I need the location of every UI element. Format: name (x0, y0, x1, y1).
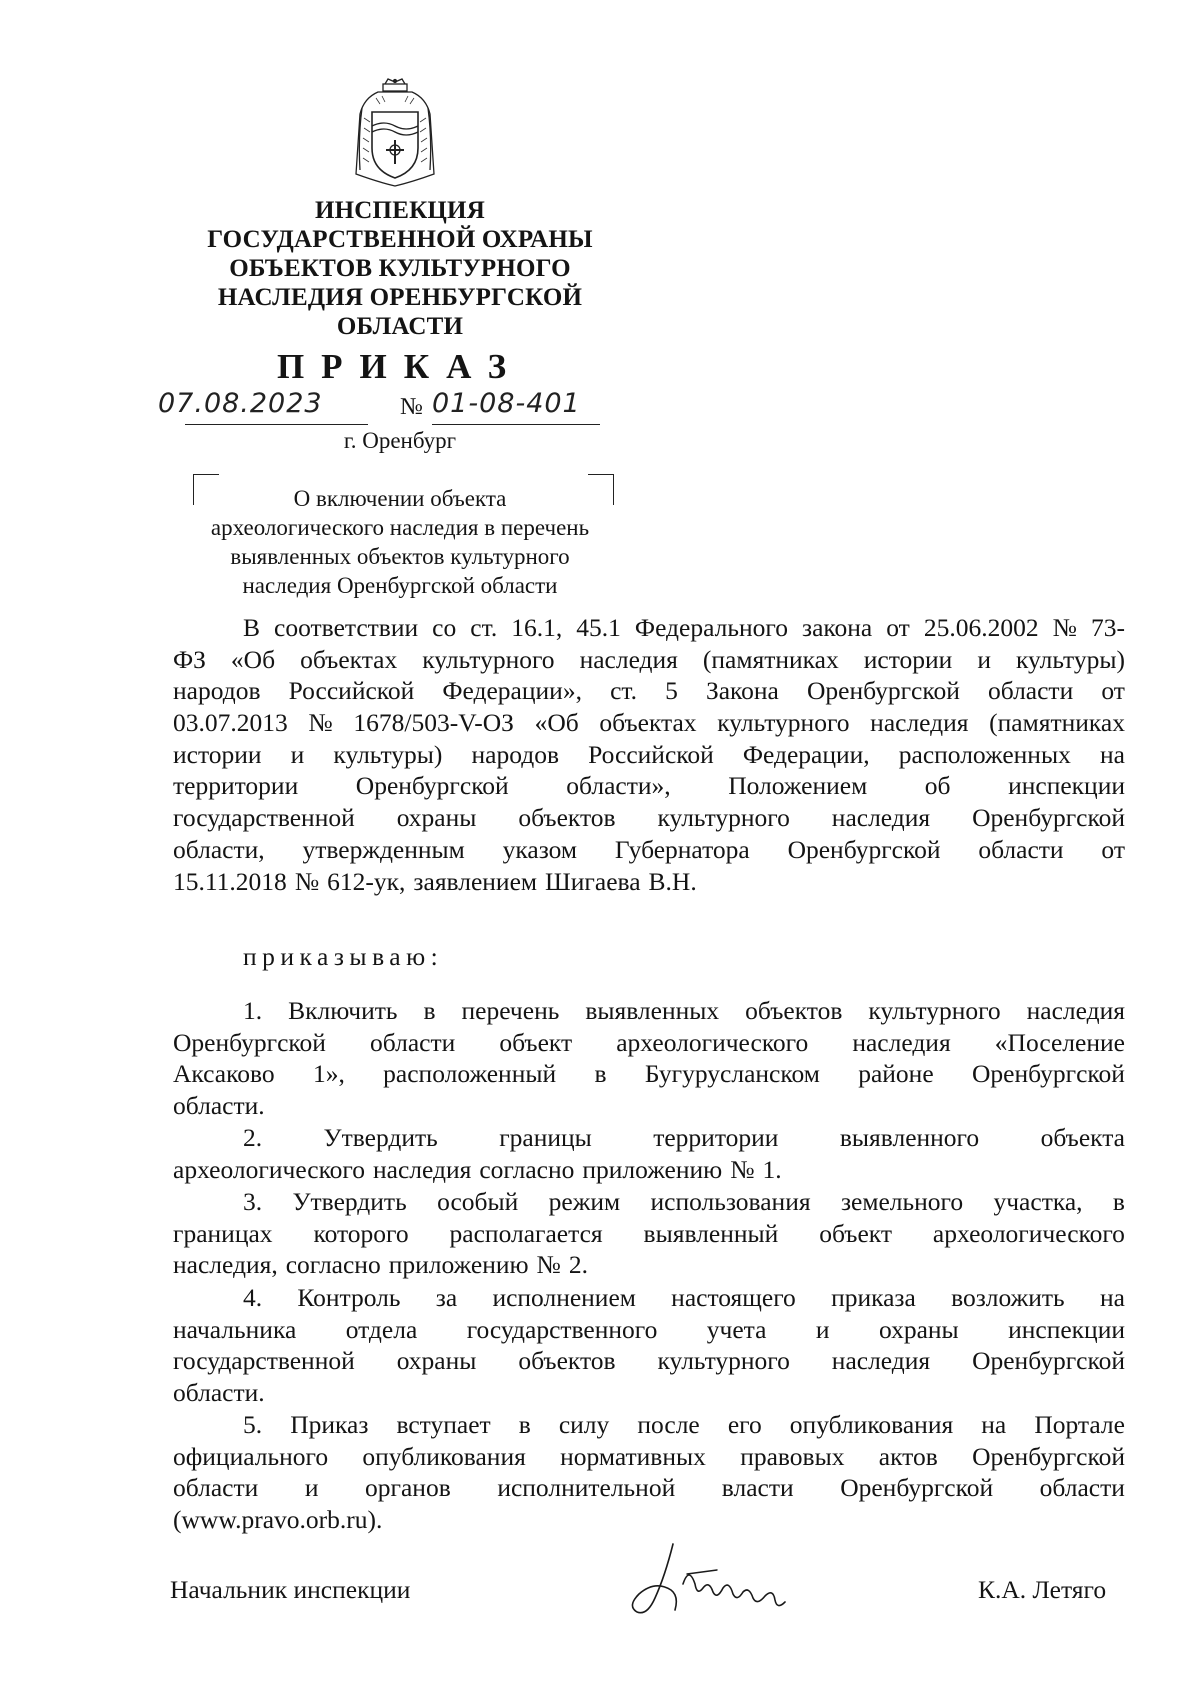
document-city: г. Оренбург (343, 428, 457, 453)
document-date: 07.08.2023 (158, 388, 323, 419)
text-line: 15.11.2018 № 612-ук, заявлением Шигаева В.Н. (173, 866, 697, 896)
subject-line: О включении объекта (293, 486, 507, 511)
text-line: 03.07.2013 № 1678/503-V-ОЗ «Об объектах культурного наследия (памятниках (173, 708, 1125, 738)
document-subject (190, 484, 610, 600)
text-line: государственной охраны объектов культурного наследия Оренбургской (173, 803, 1125, 833)
document-type: ПРИКАЗ (276, 347, 524, 386)
organization-name (180, 196, 620, 341)
handwritten-signature-icon (625, 1536, 805, 1626)
text-line: 5. Приказ вступает в силу после его опубликования на Портале (243, 1410, 1125, 1439)
text-line: народов Российской Федерации», ст. 5 Закона Оренбургской области от (173, 676, 1125, 706)
org-line: ОБЛАСТИ (336, 313, 464, 340)
text-line: Оренбургской области объект археологического наследия «Поселение (173, 1027, 1125, 1057)
text-line: 2. Утвердить границы территории выявленного объекта (243, 1123, 1125, 1152)
text-line: ФЗ «Об объектах культурного наследия (памятниках истории и культуры) (173, 644, 1125, 674)
org-line: ИНСПЕКЦИЯ (315, 197, 485, 224)
text-line: наследия, согласно приложению № 2. (173, 1250, 589, 1280)
signatory-title: Начальник инспекции (170, 1575, 411, 1604)
preamble-paragraph (173, 612, 1125, 897)
text-line: 1. Включить в перечень выявленных объектов культурного наследия (243, 996, 1125, 1025)
subject-line: выявленных объектов культурного (230, 544, 570, 569)
order-item-3 (173, 1186, 1125, 1281)
org-line: ОБЪЕКТОВ КУЛЬТУРНОГО (229, 255, 571, 282)
order-item-4 (173, 1282, 1125, 1409)
order-item-2 (173, 1122, 1125, 1185)
text-line: границах которого располагается выявленный объект археологического (173, 1218, 1125, 1248)
number-underline (432, 424, 600, 425)
text-line: области. (173, 1091, 265, 1121)
document-number: 01-08-401 (432, 388, 581, 419)
text-line: территории Оренбургской области», Положением об инспекции (173, 771, 1125, 801)
text-line: начальника отдела государственного учета и охраны инспекции (173, 1314, 1125, 1344)
text-line: Аксаково 1», расположенный в Бугурусланском районе Оренбургской (173, 1059, 1125, 1089)
subject-line: археологического наследия в перечень (210, 515, 590, 540)
text-line: области. (173, 1378, 265, 1408)
number-label: № (400, 394, 423, 420)
coat-of-arms-icon (348, 78, 442, 190)
subject-line: наследия Оренбургской области (242, 573, 558, 598)
text-line: области, утвержденным указом Губернатора Оренбургской области от (173, 834, 1125, 864)
text-line: официального опубликования нормативных правовых актов Оренбургской (173, 1441, 1125, 1471)
text-line: В соответствии со ст. 16.1, 45.1 Федерального закона от 25.06.2002 № 73- (243, 613, 1125, 642)
text-line: области и органов исполнительной власти Оренбургской области (173, 1473, 1125, 1503)
text-line: истории и культуры) народов Российской Федерации, расположенных на (173, 739, 1125, 769)
text-line: 3. Утвердить особый режим использования земельного участка, в (243, 1187, 1125, 1216)
text-line: государственной охраны объектов культурного наследия Оренбургской (173, 1346, 1125, 1376)
order-item-5 (173, 1409, 1125, 1536)
signatory-name: К.А. Летяго (978, 1575, 1107, 1604)
text-line: археологического наследия согласно приложению № 1. (173, 1154, 782, 1184)
order-word: приказываю: (243, 942, 444, 971)
text-line: 4. Контроль за исполнением настоящего приказа возложить на (243, 1283, 1125, 1312)
org-line: НАСЛЕДИЯ ОРЕНБУРГСКОЙ (217, 284, 583, 311)
text-line: (www.pravo.orb.ru). (173, 1505, 383, 1535)
order-item-1 (173, 995, 1125, 1122)
org-line: ГОСУДАРСТВЕННОЙ ОХРАНЫ (207, 226, 593, 253)
date-underline (185, 424, 368, 425)
